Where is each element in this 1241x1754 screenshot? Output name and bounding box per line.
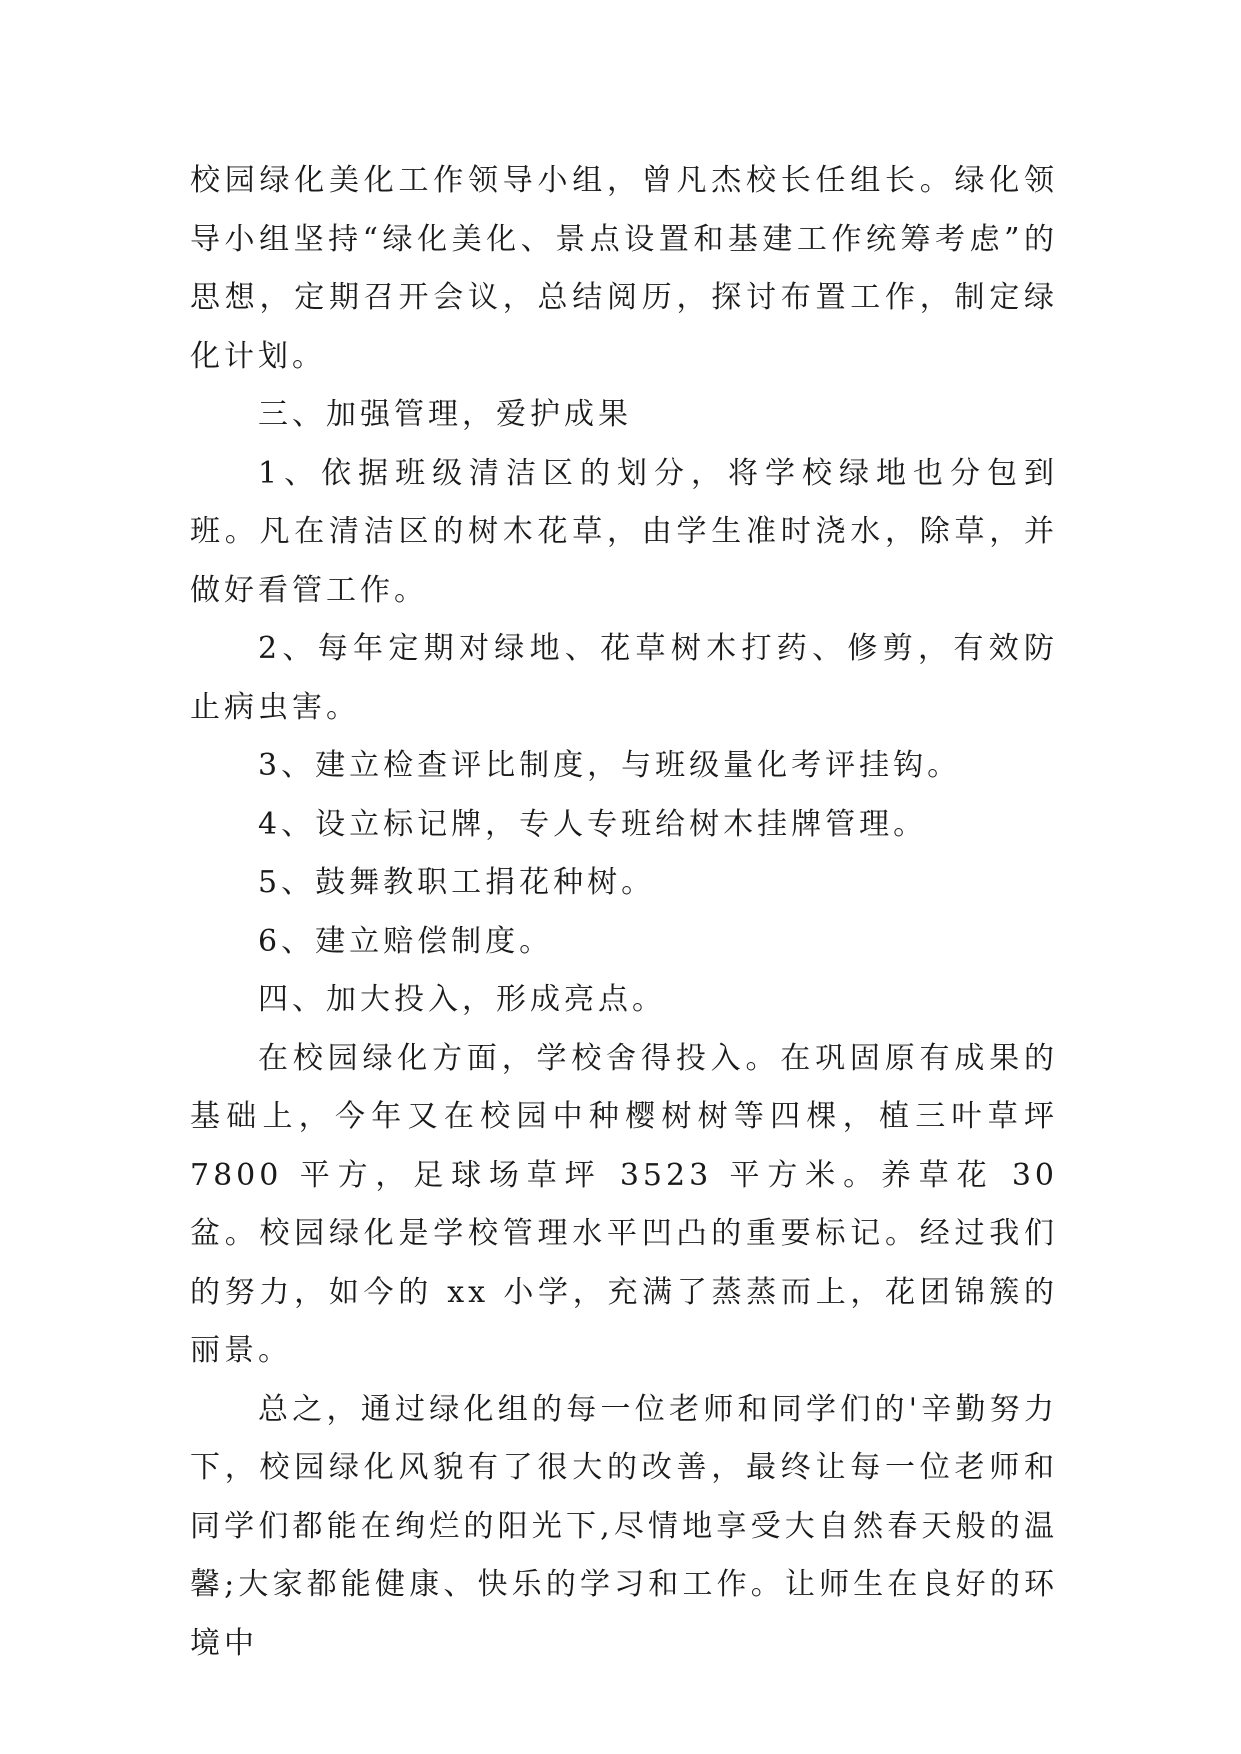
heading-strengthen-management: 三、加强管理，爱护成果	[258, 397, 632, 432]
list-item-2: 2、每年定期对绿地、花草树木打药、修剪，有效防止病虫害。	[190, 631, 1058, 725]
paragraph-leadership-group: 校园绿化美化工作领导小组，曾凡杰校长任组长。绿化领导小组坚持“绿化美化、景点设置和基建工作统筹考虑”的思想，定期召开会议，总结阅历，探讨布置工作，制定绿化计划。	[190, 163, 1058, 374]
paragraph-conclusion: 总之，通过绿化组的每一位老师和同学们的'辛勤努力下，校园绿化风貌有了很大的改善，最终让每一位老师和同学们都能在绚烂的阳光下,尽情地享受大自然春天般的温馨;大家都能健康、快乐的学习和工作。让师生在良好的环境中	[190, 1391, 1058, 1661]
paragraph-investment: 在校园绿化方面，学校舍得投入。在巩固原有成果的基础上，今年又在校园中种樱树树等四棵，植三叶草坪 7800 平方，足球场草坪 3523 平方米。养草花 30 盆。校园绿化是学校管理水平凹凸的重要标记。经过我们的努力，如今的 xx 小学，充满了蒸蒸而上，花团锦簇的丽景。	[190, 1040, 1058, 1368]
list-item-4: 4、设立标记牌，专人专班给树木挂牌管理。	[258, 806, 928, 842]
list-item-5: 5、鼓舞教职工捐花种树。	[258, 865, 656, 900]
list-item-6: 6、建立赔偿制度。	[258, 923, 554, 959]
list-item-1: 1、依据班级清洁区的划分，将学校绿地也分包到班。凡在清洁区的树木花草，由学生准时浇水，除草，并做好看管工作。	[190, 455, 1058, 608]
list-item-3: 3、建立检查评比制度，与班级量化考评挂钩。	[258, 748, 962, 783]
document-body	[190, 152, 1058, 1673]
heading-increase-investment: 四、加大投入，形成亮点。	[258, 982, 666, 1017]
